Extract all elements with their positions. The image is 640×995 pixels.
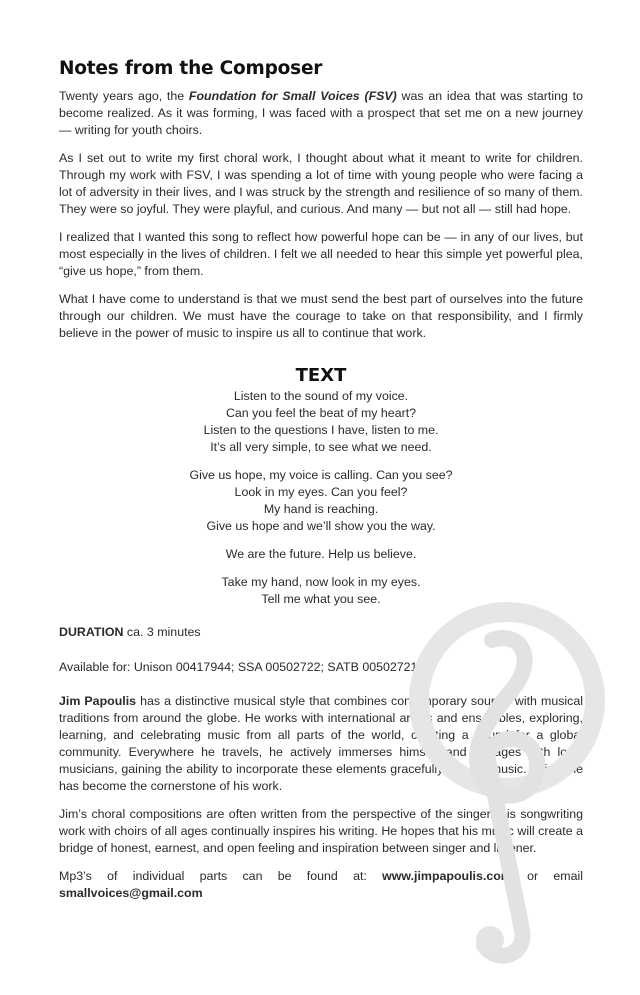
lyrics-stanza-1	[59, 388, 583, 456]
intro-paragraph-1	[59, 88, 583, 139]
contact-prefix: Mp3’s of individual parts can be found at:	[59, 869, 383, 883]
bio-p1-rest: has a distinctive musical style that combines contemporary sounds with musical traditions from around the globe. He works with international artists and ensembles, exploring, learning, and celebrating music from all parts of the world, creating a sound for a global community. Everywhere he travels, he actively immerses himself and engages with local musicians, gaining the ability to incorporate these elements gracefully into his music. This style has become the cornerstone of his work.	[59, 694, 583, 793]
lyric-line: Look in my eyes. Can you feel?	[234, 485, 408, 499]
lyric-line: Give us hope and we’ll show you the way.	[206, 519, 436, 533]
lyric-line: Can you feel the beat of my heart?	[225, 406, 417, 420]
composer-notes-page	[59, 58, 583, 913]
lyric-line: Listen to the questions I have, listen to me.	[203, 423, 439, 437]
lyric-line: We are the future. Help us believe.	[225, 547, 417, 561]
lyric-line: Tell me what you see.	[261, 592, 381, 606]
lyrics-stanza-4	[59, 574, 583, 608]
foundation-name: Foundation for Small Voices (FSV)	[188, 89, 397, 103]
duration-label: DURATION	[59, 625, 124, 639]
bio-paragraph-1	[59, 693, 583, 795]
text-heading: TEXT	[295, 365, 347, 386]
page-title: Notes from the Composer	[59, 58, 323, 79]
composer-name: Jim Papoulis	[59, 694, 137, 708]
lyric-line: It’s all very simple, to see what we need.	[210, 440, 432, 454]
duration-value: ca. 3 minutes	[123, 625, 201, 639]
watermark-clef-dot	[476, 926, 504, 954]
intro-paragraph-3: I realized that I wanted this song to reflect how powerful hope can be — in any of our lives, but most especially in the lives of children. I felt we all needed to hear this simple yet powerful plea, “give us hope,” from them.	[59, 230, 583, 278]
website-link[interactable]: www.jimpapoulis.com	[382, 869, 512, 883]
intro-p1-before: Twenty years ago, the	[59, 89, 189, 103]
intro-paragraph-4: What I have come to understand is that we must send the best part of ourselves into the future through our children. We must have the courage to take on that responsibility, and I firmly believe in the power of music to inspire us all to continue that work.	[59, 292, 583, 340]
lyric-line: Give us hope, my voice is calling. Can you see?	[189, 468, 453, 482]
contact-middle: or email	[511, 869, 583, 883]
available-line: Available for: Unison 00417944; SSA 00502722; SATB 00502721	[59, 660, 418, 674]
contact-line	[59, 868, 583, 902]
intro-p1-after: was an idea that was starting to become realized. As it was forming, I was faced with a prospect that set me on a new journey — writing for youth choirs.	[59, 89, 583, 137]
lyric-line: My hand is reaching.	[263, 502, 379, 516]
lyrics-stanza-2	[59, 467, 583, 535]
bio-paragraph-2: Jim’s choral compositions are often written from the perspective of the singer. His songwriting work with choirs of all ages continually inspires his writing. He hopes that his music will create a bridge of honest, earnest, and open feeling and inspiration between singer and listener.	[59, 807, 583, 855]
intro-paragraph-2: As I set out to write my first choral work, I thought about what it meant to write for children. Through my work with FSV, I was spending a lot of time with young people who were facing a lot of adversity in their lives, and I was struck by the strength and resilience of so many of them. They were so joyful. They were playful, and curious. And many — but not all — still had hope.	[59, 151, 583, 216]
lyric-line: Take my hand, now look in my eyes.	[221, 575, 421, 589]
email-link[interactable]: smallvoices@gmail.com	[59, 886, 203, 900]
lyrics-stanza-3	[59, 546, 583, 563]
lyric-line: Listen to the sound of my voice.	[233, 389, 409, 403]
duration-line	[59, 624, 583, 641]
